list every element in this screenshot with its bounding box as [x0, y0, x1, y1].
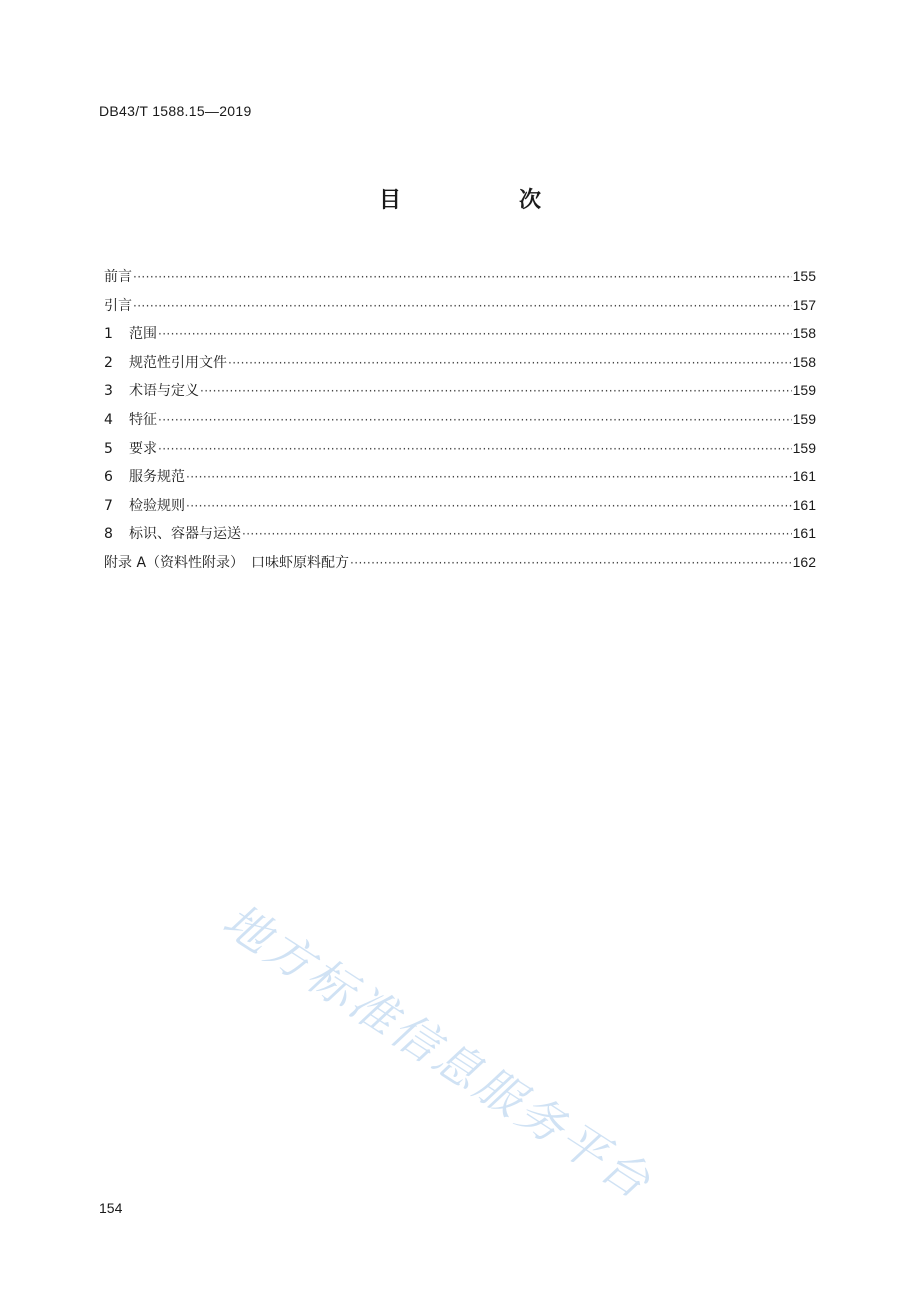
toc-entry-page: 158: [792, 353, 816, 370]
toc-entry-number: 5: [104, 440, 113, 457]
toc-entry-terms-definitions[interactable]: [104, 376, 816, 405]
toc-entry-page: 157: [792, 296, 816, 313]
page-title: 目 次: [378, 188, 589, 213]
toc-leader-dots: [186, 463, 792, 492]
toc-entry-number: 7: [104, 497, 113, 514]
toc-entry-label: 服务规范: [129, 469, 185, 486]
toc-entry-service-specification[interactable]: [104, 462, 816, 491]
toc-entry-normative-references[interactable]: [104, 348, 816, 377]
toc-entry-number: 6: [104, 469, 113, 486]
toc-entry-page: 158: [792, 325, 816, 342]
toc-entry-page: 161: [792, 496, 816, 513]
toc-entry-requirements[interactable]: [104, 434, 816, 463]
toc-entry-number: 2: [104, 354, 113, 371]
toc-entry-introduction[interactable]: [104, 291, 816, 320]
page-number: 154: [99, 1200, 123, 1216]
toc-leader-dots: [242, 520, 792, 549]
toc-entry-page: 159: [792, 410, 816, 427]
toc-leader-dots: [186, 492, 792, 521]
toc-entry-label: 术语与定义: [129, 383, 199, 400]
toc-entry-label: 检验规则: [129, 497, 185, 514]
toc-entry-label: 要求: [129, 440, 157, 457]
document-code: DB43/T 1588.15—2019: [99, 103, 252, 119]
toc-entry-label: 引言: [104, 297, 132, 314]
toc-leader-dots: [158, 435, 792, 464]
table-of-contents: [104, 262, 816, 577]
toc-entry-features[interactable]: [104, 405, 816, 434]
toc-leader-dots: [200, 377, 792, 406]
toc-leader-dots: [133, 292, 792, 321]
toc-entry-scope[interactable]: [104, 319, 816, 348]
toc-entry-labeling-transport[interactable]: [104, 519, 816, 548]
toc-leader-dots: [350, 549, 792, 578]
toc-entry-inspection-rules[interactable]: [104, 491, 816, 520]
toc-leader-dots: [158, 406, 792, 435]
toc-entry-number: 3: [104, 383, 113, 400]
toc-entry-label: 范围: [129, 326, 157, 343]
toc-entry-preface[interactable]: [104, 262, 816, 291]
toc-entry-label: 标识、容器与运送: [129, 526, 241, 543]
toc-entry-page: 159: [792, 439, 816, 456]
toc-entry-label: 特征: [129, 411, 157, 428]
toc-entry-appendix-a[interactable]: [104, 548, 816, 577]
toc-entry-page: 155: [792, 268, 816, 284]
toc-entry-label: 规范性引用文件: [129, 354, 227, 371]
toc-leader-dots: [158, 320, 792, 349]
toc-entry-label: 前言: [104, 269, 132, 285]
toc-entry-page: 159: [792, 382, 816, 399]
toc-leader-dots: [133, 263, 792, 292]
toc-entry-page: 161: [792, 525, 816, 542]
toc-leader-dots: [228, 349, 792, 378]
toc-entry-number: 1: [104, 326, 113, 343]
toc-entry-page: 162: [792, 553, 816, 570]
watermark: 地方标准信息服务平台: [213, 892, 663, 1211]
toc-entry-label: 附录 A（资料性附录） 口味虾原料配方: [104, 554, 350, 571]
toc-entry-page: 161: [792, 468, 816, 485]
toc-entry-number: 4: [104, 411, 113, 428]
toc-entry-number: 8: [104, 526, 113, 543]
